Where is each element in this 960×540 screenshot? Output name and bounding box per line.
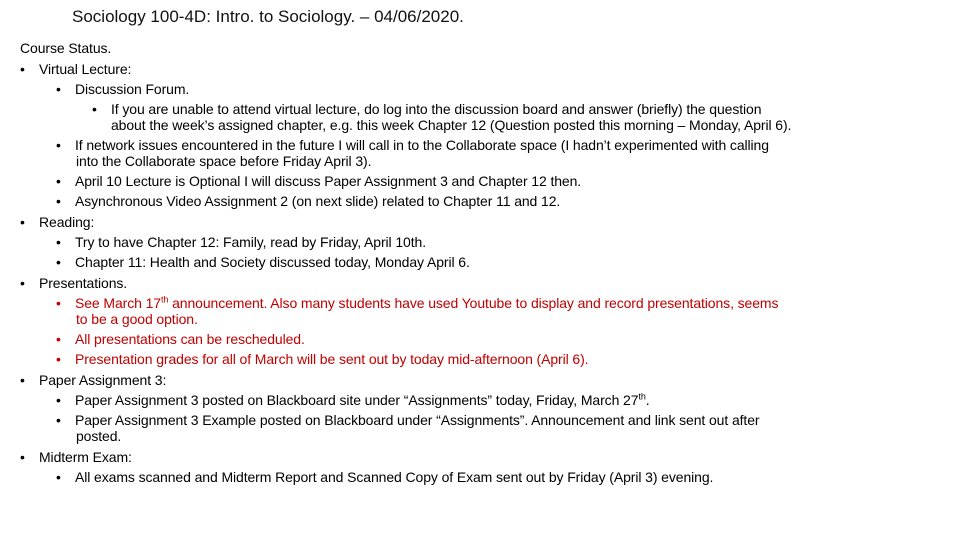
async-video-text: Asynchronous Video Assignment 2 (on next slide) related to Chapter 11 and 12.	[75, 193, 561, 209]
march17-announcement-continued: to be a good option.	[76, 311, 198, 327]
list-item-paper-posted	[20, 392, 940, 408]
list-item-march17-announcement	[20, 295, 940, 311]
slide-body	[20, 40, 940, 485]
list-item-network-issues	[20, 137, 940, 153]
network-issues-text: If network issues encountered in the future I will call in to the Collaborate space (I hadn’t experimented with calling	[75, 137, 769, 153]
slide-title: Sociology 100-4D: Intro. to Sociology. – 04/06/2020.	[72, 7, 464, 26]
rescheduled-text: All presentations can be rescheduled.	[75, 331, 305, 347]
list-item-async-video	[20, 193, 940, 209]
bullet-icon: •	[56, 392, 61, 408]
list-item-discussion-instructions	[20, 101, 940, 117]
bullet-icon: •	[56, 173, 61, 189]
discussion-instructions-text: If you are unable to attend virtual lecture, do log into the discussion board and answer (briefly) the question	[111, 101, 762, 117]
list-item-reading-chapter12	[20, 234, 940, 250]
course-status-heading: Course Status.	[20, 40, 112, 56]
paper-example-text: Paper Assignment 3 Example posted on Blackboard under “Assignments”. Announcement and link sent out after	[75, 412, 760, 428]
network-issues-continued: into the Collaborate space before Friday April 3).	[76, 153, 372, 169]
bullet-icon: •	[56, 331, 61, 347]
presentations-label: Presentations.	[39, 275, 128, 291]
bullet-icon: •	[20, 449, 25, 465]
ordinal-suffix: th	[638, 391, 646, 402]
presentation-grades-text: Presentation grades for all of March will be sent out by today mid-afternoon (April 6).	[75, 351, 589, 367]
march17-text-start: See March 17	[75, 295, 161, 311]
paper-posted-end: .	[645, 392, 650, 408]
april10-lecture-text: April 10 Lecture is Optional I will discuss Paper Assignment 3 and Chapter 12 then.	[75, 173, 582, 189]
discussion-forum-label: Discussion Forum.	[75, 81, 190, 97]
list-item-virtual-lecture	[20, 61, 940, 77]
paper-assignment-label: Paper Assignment 3:	[39, 372, 167, 388]
bullet-icon: •	[56, 137, 61, 153]
midterm-label: Midterm Exam:	[39, 449, 132, 465]
list-item-rescheduled	[20, 331, 940, 347]
bullet-icon: •	[56, 254, 61, 270]
list-item-midterm-scanned	[20, 469, 940, 485]
bullet-icon: •	[56, 412, 61, 428]
list-item-midterm	[20, 449, 940, 465]
bullet-icon: •	[20, 275, 25, 291]
list-item-presentation-grades	[20, 351, 940, 367]
bullet-icon: •	[20, 61, 25, 77]
bullet-icon: •	[92, 101, 97, 117]
bullet-icon: •	[56, 351, 61, 367]
virtual-lecture-label: Virtual Lecture:	[39, 61, 132, 77]
bullet-icon: •	[56, 469, 61, 485]
paper-example-continued: posted.	[76, 428, 122, 444]
reading-chapter11-text: Chapter 11: Health and Society discussed today, Monday April 6.	[75, 254, 470, 270]
list-item-paper-example	[20, 412, 940, 428]
midterm-scanned-text: All exams scanned and Midterm Report and Scanned Copy of Exam sent out by Friday (April 3) evening.	[75, 469, 714, 485]
bullet-icon: •	[56, 81, 61, 97]
bullet-icon: •	[56, 193, 61, 209]
discussion-instructions-continued: about the week’s assigned chapter, e.g. this week Chapter 12 (Question posted this morning – Monday, April 6).	[111, 117, 792, 133]
list-item-presentations	[20, 275, 940, 291]
march17-text-end: announcement. Also many students have used Youtube to display and record presentations, seems	[168, 295, 779, 311]
list-item-reading-chapter11	[20, 254, 940, 270]
list-item-april10-lecture	[20, 173, 940, 189]
reading-chapter12-text: Try to have Chapter 12: Family, read by Friday, April 10th.	[75, 234, 426, 250]
bullet-icon: •	[56, 234, 61, 250]
bullet-icon: •	[20, 214, 25, 230]
bullet-icon: •	[20, 372, 25, 388]
ordinal-suffix: th	[160, 294, 169, 305]
list-item-discussion-forum	[20, 81, 940, 97]
paper-posted-text: Paper Assignment 3 posted on Blackboard site under “Assignments” today, Friday, March 27	[75, 392, 639, 408]
reading-label: Reading:	[39, 214, 95, 230]
bullet-icon: •	[56, 295, 61, 311]
list-item-reading	[20, 214, 940, 230]
list-item-paper-assignment	[20, 372, 940, 388]
